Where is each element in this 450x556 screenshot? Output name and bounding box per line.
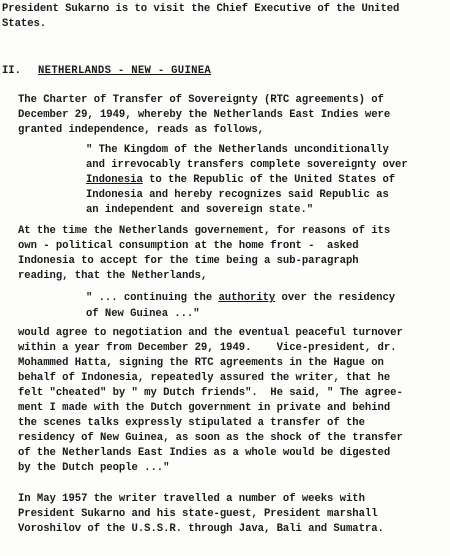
text-line: granted independence, reads as follows, bbox=[18, 124, 264, 136]
text-line: behalf of Indonesia, repeatedly assured the writer, that he bbox=[18, 372, 391, 384]
text-line: reading, that the Netherlands, bbox=[18, 270, 208, 282]
text-line: Indonesia to accept for the time being a sub-paragraph bbox=[18, 255, 359, 267]
section-title: NETHERLANDS - NEW - GUINEA bbox=[38, 65, 212, 77]
text-line: The Charter of Transfer of Sovereignty (RTC agreements) of bbox=[18, 94, 384, 106]
quote-text: " ... continuing the bbox=[86, 292, 219, 304]
text-line: In May 1957 the writer travelled a number of weeks with bbox=[18, 493, 365, 505]
text-line: would agree to negotiation and the eventual peaceful turnover bbox=[18, 327, 403, 339]
quote-text: over the residency bbox=[275, 292, 396, 304]
quote-line: an independent and sovereign state." bbox=[86, 204, 314, 216]
quote-text: to the Republic of the United States of bbox=[142, 174, 396, 186]
text-line: States. bbox=[2, 18, 47, 30]
text-line: Mohammed Hatta, signing the RTC agreements in the Hague on bbox=[18, 357, 384, 369]
quote-line: " The Kingdom of the Netherlands unconditionally bbox=[86, 144, 389, 156]
quote-line: Indonesia and hereby recognizes said Republic as bbox=[86, 189, 389, 201]
text-line: of the Netherlands East Indies as a whole would be digested bbox=[18, 447, 391, 459]
text-line: Voroshilov of the U.S.S.R. through Java, Bali and Sumatra. bbox=[18, 523, 384, 535]
text-line: own - political consumption at the home front - asked bbox=[18, 240, 359, 252]
quote-line bbox=[86, 174, 395, 187]
underlined-word: Indonesia bbox=[86, 174, 143, 186]
text-line: President Sukarno and his state-guest, President marshall bbox=[18, 508, 378, 520]
text-line: by the Dutch people ..." bbox=[18, 462, 170, 474]
quote-line: of New Guinea ..." bbox=[86, 308, 200, 320]
text-line: felt "cheated" by " my Dutch friends". He said, " The agree- bbox=[18, 387, 403, 399]
text-line: ment I made with the Dutch government in private and behind bbox=[18, 402, 391, 414]
quote-line: and irrevocably transfers complete sovereignty over bbox=[86, 159, 408, 171]
quote-line bbox=[86, 292, 395, 305]
text-line: At the time the Netherlands governement, for reasons of its bbox=[18, 225, 391, 237]
text-line: President Sukarno is to visit the Chief Executive of the United bbox=[2, 3, 400, 15]
text-line: December 29, 1949, whereby the Netherlands East Indies were bbox=[18, 109, 391, 121]
section-number: II. bbox=[2, 65, 21, 77]
text-line: the scenes talks expressly stipulated a transfer of the bbox=[18, 417, 365, 429]
underlined-word: authority bbox=[218, 292, 276, 304]
text-line: within a year from December 29, 1949. Vice-president, dr. bbox=[18, 342, 397, 354]
text-line: residency of New Guinea, as soon as the shock of the transfer bbox=[18, 432, 403, 444]
